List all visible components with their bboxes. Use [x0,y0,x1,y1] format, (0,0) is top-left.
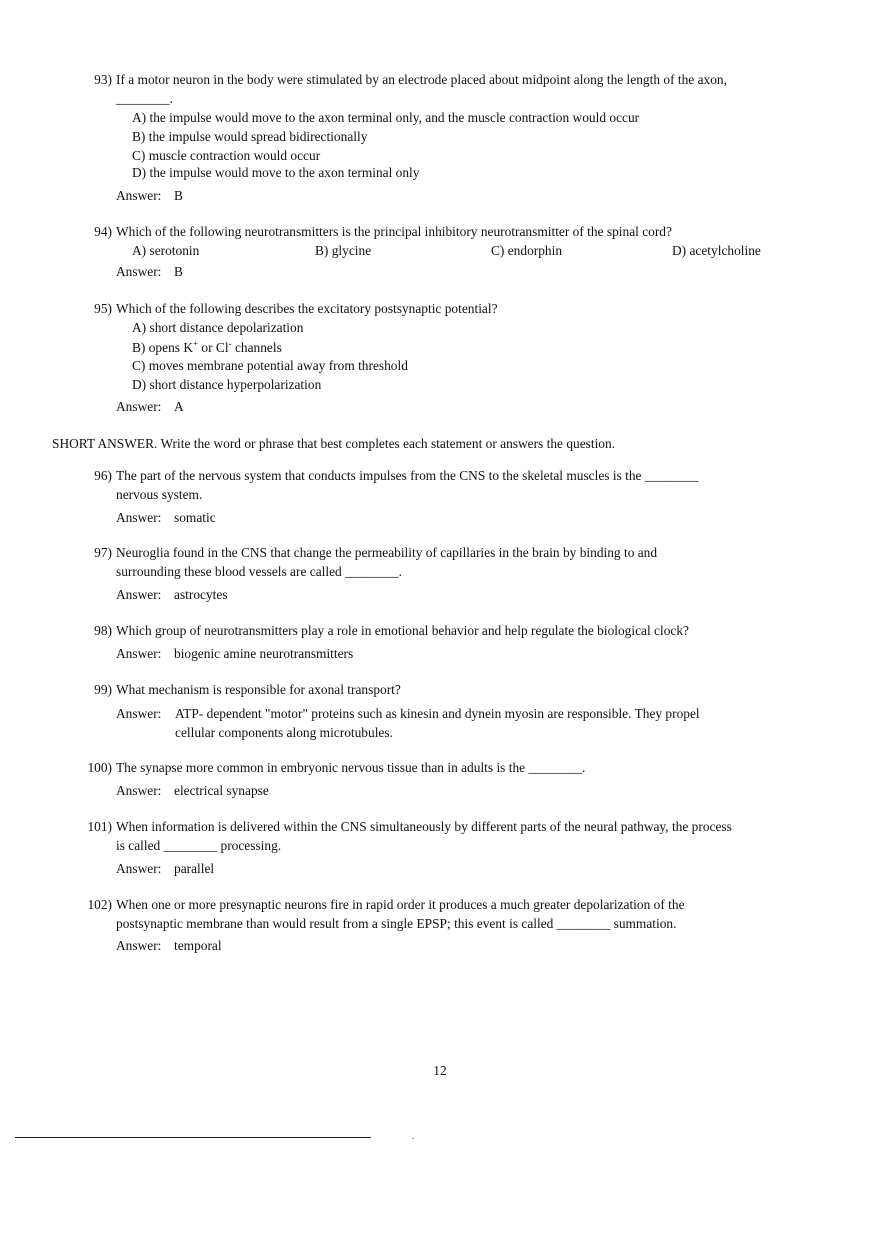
option-d: D) acetylcholine [672,243,761,258]
answer-label: Answer: [116,264,162,279]
option-a: A) serotonin [132,243,200,258]
option-a: A) short distance depolarization [132,320,304,335]
answer-row [116,936,222,955]
answer-value: ATP- dependent "motor" proteins such as kinesin and dynein myosin are responsible. They propel cellular components along microtubules. [175,706,700,740]
option-c: C) moves membrane potential away from threshold [132,358,408,373]
answer-value: astrocytes [174,587,228,602]
question-text: When one or more presynaptic neurons fire in rapid order it produces a much greater depolarization of the postsynaptic membrane than would result from a single EPSP; this event is called ________ summation. [116,897,685,931]
option-c: C) muscle contraction would occur [132,148,321,163]
option-d: D) the impulse would move to the axon terminal only [132,165,420,180]
question-text: Which of the following neurotransmitters is the principal inhibitory neurotransmitter of the spinal cord? [116,224,672,239]
question-number: 99) [94,682,112,697]
question-number: 102) [87,897,112,912]
answer-label: Answer: [116,188,162,203]
option-b: B) the impulse would spread bidirectionally [132,129,368,144]
answer-value: electrical synapse [174,783,269,798]
question-text: If a motor neuron in the body were stimulated by an electrode placed about midpoint along the length of the axon, ________. [116,72,727,106]
question-number: 101) [87,819,112,834]
footer-rule [15,1137,371,1138]
answer-value: biogenic amine neurotransmitters [174,646,354,661]
question-number: 94) [94,224,112,239]
answer-row [116,508,216,527]
question-number: 100) [87,760,112,775]
answer-label: Answer: [116,510,162,525]
answer-label: Answer: [116,861,162,876]
answer-row [116,585,228,604]
answer-label: Answer: [116,646,162,661]
option-a: A) the impulse would move to the axon terminal only, and the muscle contraction would occur [132,110,640,125]
answer-value: A [174,399,184,414]
answer-value: parallel [174,861,215,876]
question-text: Neuroglia found in the CNS that change the permeability of capillaries in the brain by binding to and surrounding these blood vessels are called ________. [116,545,658,579]
answer-value: B [174,264,183,279]
answer-row [116,859,214,878]
question-number: 97) [94,545,112,560]
page-number: 12 [433,1063,447,1078]
answer-label: Answer: [116,399,162,414]
answer-row [116,781,269,800]
question-number: 93) [94,72,112,87]
question-text: Which group of neurotransmitters play a role in emotional behavior and help regulate the biological clock? [116,623,689,638]
answer-value: temporal [174,938,222,953]
option-b: B) opens K+ or Cl- channels [132,338,282,355]
option-d: D) short distance hyperpolarization [132,377,322,392]
options-row [132,241,772,260]
answer-label: Answer: [116,783,162,798]
answer-value: B [174,188,183,203]
question-number: 96) [94,468,112,483]
option-b: B) glycine [315,243,372,258]
section-heading: SHORT ANSWER. Write the word or phrase that best completes each statement or answers the question. [52,436,616,451]
footer-mark [412,1138,414,1139]
question-number: 95) [94,301,112,316]
question-text: What mechanism is responsible for axonal transport? [116,682,401,697]
answer-label: Answer: [116,938,162,953]
answer-row [116,262,183,281]
question-text: When information is delivered within the CNS simultaneously by different parts of the neural pathway, the process is called ________ processing. [116,819,732,853]
answer-row [116,397,184,416]
answer-label: Answer: [116,706,162,721]
option-c: C) endorphin [491,243,563,258]
answer-value: somatic [174,510,216,525]
question-text: The synapse more common in embryonic nervous tissue than in adults is the ________. [116,760,586,775]
answer-row [116,644,353,663]
question-number: 98) [94,623,112,638]
answer-row [116,186,183,205]
answer-label: Answer: [116,587,162,602]
question-text: The part of the nervous system that conducts impulses from the CNS to the skeletal muscles is the ________ nervous system. [116,468,699,502]
question-text: Which of the following describes the excitatory postsynaptic potential? [116,301,498,316]
